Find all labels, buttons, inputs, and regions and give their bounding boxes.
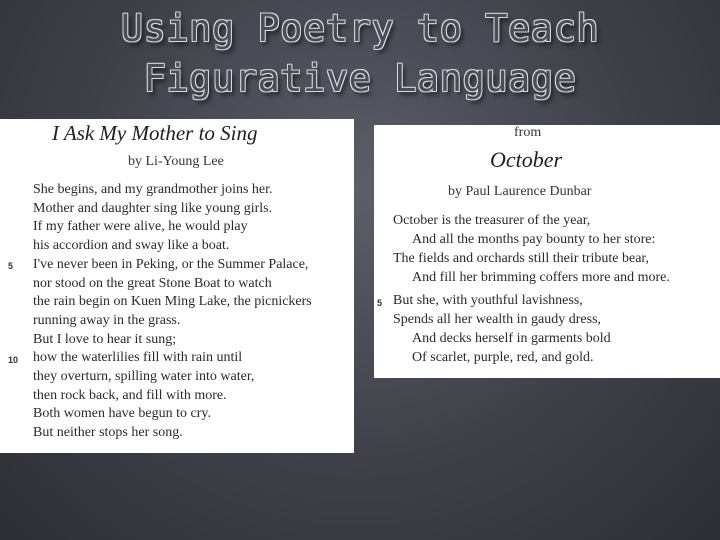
poem-line: And decks herself in garments bold xyxy=(412,331,611,346)
slide-title-line-2: Figurative Language xyxy=(143,57,577,100)
line-number: 5 xyxy=(8,261,14,271)
poem-line: I've never been in Peking, or the Summer Palace, xyxy=(33,256,309,272)
poem-author: by Paul Laurence Dunbar xyxy=(448,184,592,199)
poem-card-mother-to-sing xyxy=(0,119,354,453)
poem-line: And fill her brimming coffers more and more. xyxy=(412,270,670,285)
slide-title xyxy=(0,4,720,104)
poem-card-october xyxy=(374,125,720,378)
line-number: 10 xyxy=(8,355,19,365)
poem-line: If my father were alive, he would play xyxy=(33,219,248,235)
poem-title: I Ask My Mother to Sing xyxy=(52,121,258,145)
poem-line: October is the treasurer of the year, xyxy=(393,213,591,228)
poem-line: nor stood on the great Stone Boat to watch xyxy=(33,275,272,291)
poem-line: But neither stops her song. xyxy=(33,425,183,441)
poem-line: his accordion and sway like a boat. xyxy=(33,238,230,254)
poem-line: then rock back, and fill with more. xyxy=(33,387,227,403)
poem-line: But she, with youthful lavishness, xyxy=(393,293,583,308)
poem-line: Mother and daughter sing like young girls. xyxy=(33,200,273,216)
poem-line: running away in the grass. xyxy=(33,312,181,328)
poem-line: Both women have begun to cry. xyxy=(33,406,211,422)
poem-title: October xyxy=(490,147,563,172)
poem-line: And all the months pay bounty to her store: xyxy=(412,232,656,247)
poem-line: The fields and orchards still their tribute bear, xyxy=(393,251,650,266)
poem-line: the rain begin on Kuen Ming Lake, the picnickers xyxy=(33,294,312,310)
poem-line: Of scarlet, purple, red, and gold. xyxy=(412,350,594,365)
line-number: 5 xyxy=(377,298,383,308)
slide-title-line-1: Using Poetry to Teach xyxy=(120,7,600,50)
poem-line: She begins, and my grandmother joins her. xyxy=(33,182,273,197)
poem-line: how the waterlilies fill with rain until xyxy=(33,350,243,366)
poem-line: Spends all her wealth in gaudy dress, xyxy=(393,312,602,327)
poem-author: by Li-Young Lee xyxy=(128,154,224,169)
poem-line: But I love to hear it sung; xyxy=(33,331,177,347)
poem-from-label: from xyxy=(514,125,542,140)
poem-line: they overturn, spilling water into water, xyxy=(33,369,255,384)
